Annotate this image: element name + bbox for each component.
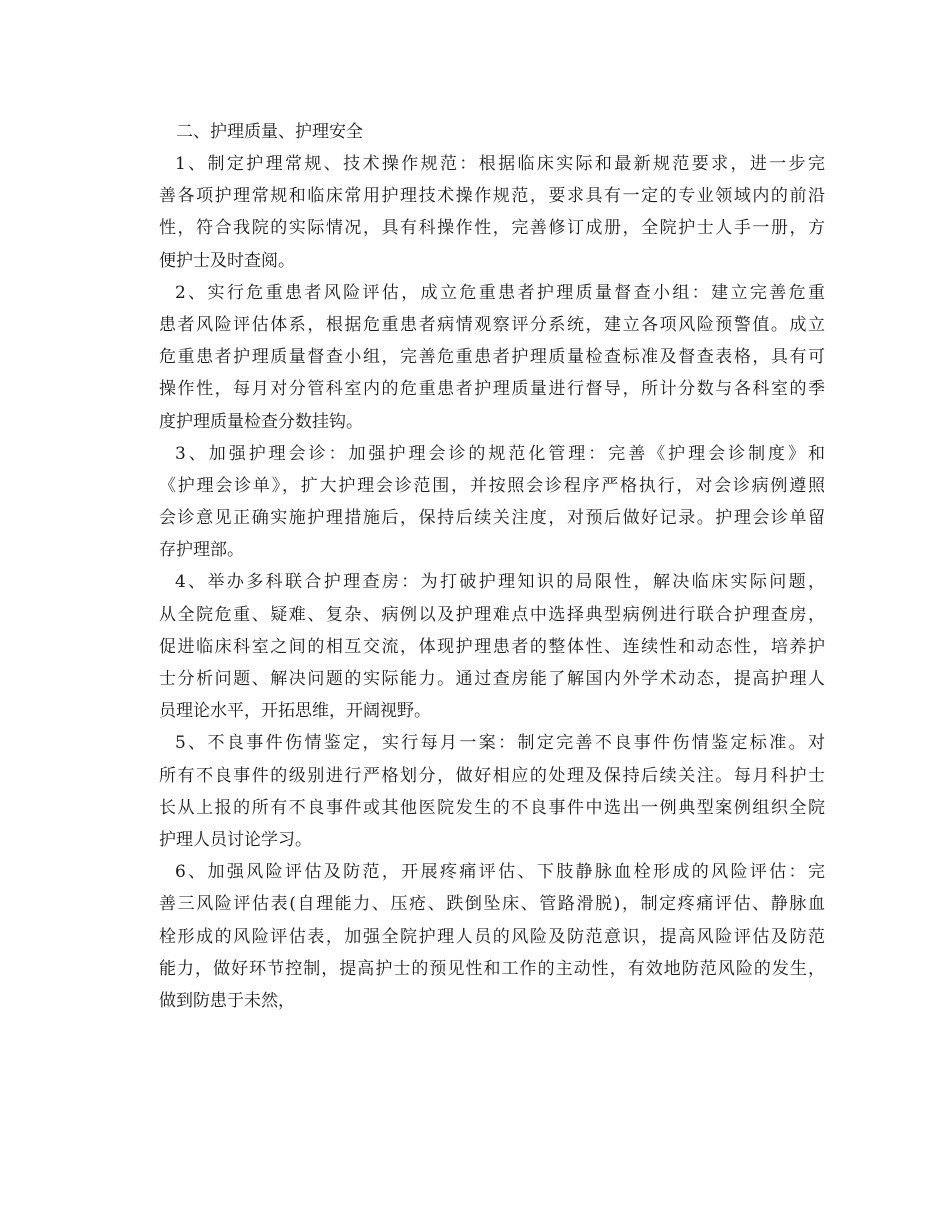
paragraph-line: 2、实行危重患者风险评估，成立危重患者护理质量督查小组：建立完善危重: [175, 282, 825, 303]
paragraph-line: 度护理质量检查分数挂钩。: [159, 411, 363, 432]
paragraph-line: 3、加强护理会诊：加强护理会诊的规范化管理：完善《护理会诊制度》和: [175, 443, 825, 464]
paragraph-line: 所有不良事件的级别进行严格划分，做好相应的处理及保持后续关注。每月科护士: [159, 765, 825, 786]
paragraph-line: 员理论水平，开拓思维，开阔视野。: [159, 701, 431, 722]
paragraph-line: 《护理会诊单》，扩大护理会诊范围，并按照会诊程序严格执行，对会诊病例遵照: [159, 475, 825, 496]
paragraph-line: 善各项护理常规和临床常用护理技术操作规范，要求具有一定的专业领域内的前沿: [159, 186, 825, 207]
paragraph-line: 士分析问题、解决问题的实际能力。通过查房能了解国内外学术动态，提高护理人: [159, 669, 825, 689]
paragraph-2: [159, 277, 825, 438]
paragraph-line: 性，符合我院的实际情况，具有科操作性，完善修订成册，全院护士人手一册，方: [159, 218, 825, 239]
paragraph-line: 危重患者护理质量督查小组，完善危重患者护理质量检查标准及督查表格，具有可: [159, 347, 825, 368]
paragraph-5: [159, 727, 825, 856]
paragraph-line: 护理人员讨论学习。: [159, 829, 312, 850]
paragraph-4: [159, 566, 825, 727]
paragraph-line: 便护士及时查阅。: [159, 250, 295, 271]
paragraph-line: 存护理部。: [159, 540, 244, 561]
paragraph-3: [159, 438, 825, 567]
paragraph-line: 善三风险评估表(自理能力、压疮、跌倒坠床、管路滑脱)，制定疼痛评估、静脉血: [159, 894, 825, 915]
paragraph-line: 操作性，每月对分管科室内的危重患者护理质量进行督导，所计分数与各科室的季: [159, 379, 825, 400]
document-body: [159, 116, 825, 1017]
paragraph-line: 6、加强风险评估及防范，开展疼痛评估、下肢静脉血栓形成的风险评估：完: [175, 862, 825, 883]
paragraph-6: [159, 856, 825, 1017]
paragraph-line: 5、不良事件伤情鉴定，实行每月一案：制定完善不良事件伤情鉴定标准。对: [175, 733, 825, 754]
paragraph-line: 4、举办多科联合护理查房：为打破护理知识的局限性，解决临床实际问题，: [175, 572, 825, 593]
paragraph-line: 患者风险评估体系，根据危重患者病情观察评分系统，建立各项风险预警值。成立: [159, 314, 825, 335]
paragraph-line: 长从上报的所有不良事件或其他医院发生的不良事件中选出一例典型案例组织全院: [159, 797, 825, 818]
paragraph-line: 从全院危重、疑难、复杂、病例以及护理难点中选择典型病例进行联合护理查房，: [159, 604, 825, 625]
paragraph-line: 栓形成的风险评估表，加强全院护理人员的风险及防范意识，提高风险评估及防范: [159, 926, 825, 947]
section-heading: 二、护理质量、护理安全: [176, 122, 363, 142]
paragraph-line: 做到防患于未然，: [159, 990, 295, 1011]
paragraph-line: 1、制定护理常规、技术操作规范：根据临床实际和最新规范要求，进一步完: [175, 154, 825, 174]
paragraph-line: 能力，做好环节控制，提高护士的预见性和工作的主动性，有效地防范风险的发生，: [159, 958, 825, 979]
paragraph-line: 会诊意见正确实施护理措施后，保持后续关注度，对预后做好记录。护理会诊单留: [159, 508, 825, 529]
paragraph-1: [159, 148, 825, 277]
paragraph-line: 促进临床科室之间的相互交流，体现护理患者的整体性、连续性和动态性，培养护: [159, 636, 825, 657]
